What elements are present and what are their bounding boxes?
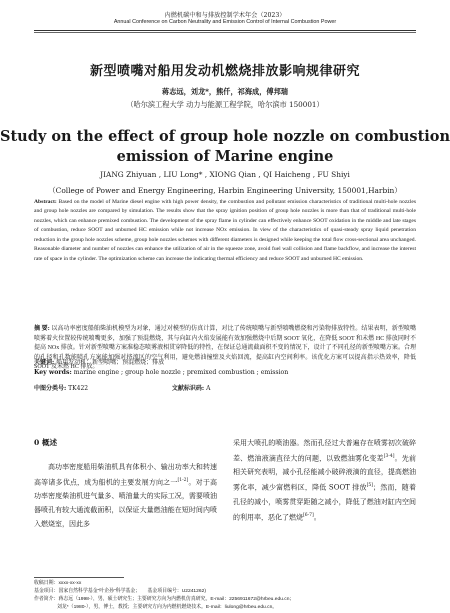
citation: [1-2] [177, 478, 189, 483]
citation: [5] [366, 483, 374, 489]
cn-abstract-label: 摘 要: [34, 326, 50, 332]
doc-code-label: 文献标识码: [171, 385, 205, 392]
body-paragraph-right: 采用大喷孔的喷油器。然而孔径过大普遍存在喷雾初次破碎差、燃油液滴直径大的问题，以致燃油雾化变差[3-4]。先前相关研究表明，减小孔径能减小破碎液滴的直径，提高燃油雾化率，减少富燃料区，降低 SOOT 排放[5]；然而，随着孔径的减小，喷雾贯穿距随之减小，降低了燃油对缸内空间的利用率，恶化了燃烧[6-7]。 [233, 439, 417, 521]
footnote-author2: 刘龙*（1980-），男，博士，教授；主要研究方向为内燃机燃烧技术。E-mail：liulong@hrbeu.edu.cn。 [57, 605, 278, 610]
footnote-author1: 作者简介：蒋志远（1998-），男，硕士研究生；主要研究方向为内燃机仿真研究。E-mail：2256911672@hrbeu.edu.cn； [34, 597, 295, 602]
cn-keywords [34, 357, 416, 366]
conference-header-cn: 内燃机碳中和与排放控制学术年会（2023） [164, 12, 286, 19]
en-affiliation: （College of Power and Energy Engineering, Harbin Engineering University, 150001,Harbin） [48, 186, 402, 195]
en-abstract-text: Based on the model of Marine diesel engine with high power density, the combustion and pollutant emission characteristics of traditional multi-hole nozzles and group hole nozzles are compared by simulation. The results show that the spray ignition position of group hole nozzles is more than that of traditional multi-hole nozzles, which can enhance premixed combustion. The development of the spray flame in cylinder can effectively enhance SOOT oxidation in the middle and late stages of combustion, reduce SOOT and unburned HC emission while not increase NOx emission. In view of the characteristics of quasi-steady spray liquid penetration reduction in the group hole nozzles scheme, group hole nozzles schemes with different diameters is designed while keeping the total flow cross-sectional area unchanged. Reasonable diameter and number of nozzles can enhance the utilization of air in the squeeze zone, avoid fuel wall collision and flame backflow, and increase the interest rate of space in the cylinder. The optimization scheme can increase the indicating thermal efficiency and reduce SOOT and unburned HC emission. [34, 199, 416, 262]
clc-label: 中图分类号: [34, 385, 67, 392]
en-title-line2: emission of Marine engine [116, 148, 334, 165]
body-left-column [34, 436, 217, 531]
en-authors: JIANG Zhiyuan , LIU Long* , XIONG Qian , QI Haicheng , FU Shiyi [100, 170, 350, 179]
conference-header-en: Annual Conference on Carbon Neutrality and Emission Control of Internal Combustion Power [113, 19, 337, 25]
footnote-rule [34, 577, 124, 578]
footnote-fund: 基金项目：国家自然科学基金"叶企孙"科学基金； 基金项目编号：U2241262) [34, 589, 206, 594]
section-heading: 0 概述 [34, 438, 58, 447]
clc-value: TK422 [68, 385, 89, 392]
cn-authors: 蒋志远，刘龙*，熊仟，祁海成，傅邦瑞 [162, 87, 288, 96]
header-rule-bottom [34, 32, 416, 33]
en-keywords-text: marine engine ; group hole nozzle ; premixed combustion ; emission [73, 369, 289, 376]
cn-abstract-text: 以高功率密度船舶柴油机模型为对象，通过对模型的仿真计算，对比了传统喷嘴与新型喷嘴燃烧和污染物排放特性。结果表明，新型喷嘴喷雾着火位置较传统喷嘴更多，加强了预混燃烧，其与向缸内火焰发展能有效加强燃烧中后期 SOOT 氧化，在降低 SOOT 和未燃 HC 排放同时不提高 NOx 排放。针对新型喷嘴方案准稳态喷雾液相贯穿降低的特性，在保证总通流截面积不变的情况下，设计了不同孔径的新型喷嘴方案。合理的孔径和孔数能喷孔方案能加强对挤流区的空气利用，避免燃油撞壁及火焰回流，提高缸内空间利率。该优化方案可以提高指示热效率，降低 SOOT 及未燃 HC 排放。 [34, 326, 417, 370]
en-keywords [34, 369, 416, 376]
classification-line [34, 383, 416, 392]
body-paragraph-left: 高功率密度船用柴油机具有体积小、输出功率大和转速高等诸多优点，成为船机的主要发展方向之一[1-2]。对于高功率密度柴油机进气量多、喷油量大的实际工况，需要喷油器喷孔有较大通流截面积，以保证大量燃油能在短时间内喷入燃烧室，因此多 [34, 463, 218, 529]
cn-title: 新型喷嘴对船用发动机燃烧排放影响规律研究 [89, 64, 360, 79]
citation: [3-4] [383, 454, 395, 459]
cn-affiliation: （哈尔滨工程大学 动力与能源工程学院，哈尔滨市 150001） [126, 100, 324, 109]
footnote-received: 收稿日期：xxxx-xx-xx [34, 581, 82, 586]
en-title-line1: Study on the effect of group hole nozzle on combustion [0, 128, 450, 145]
en-keywords-label: Key words: [34, 369, 72, 376]
doc-code-value: A [206, 385, 211, 392]
en-abstract-label: Abstract: [34, 199, 57, 205]
cn-keywords-text: 船用发动机；新型喷嘴；预混燃烧；排放 [56, 359, 165, 366]
en-abstract [34, 198, 416, 264]
header-rule-top [34, 30, 416, 31]
citation: [6-7] [303, 512, 314, 518]
cn-keywords-label: 关键词: [34, 359, 55, 366]
body-right-column [233, 436, 416, 524]
